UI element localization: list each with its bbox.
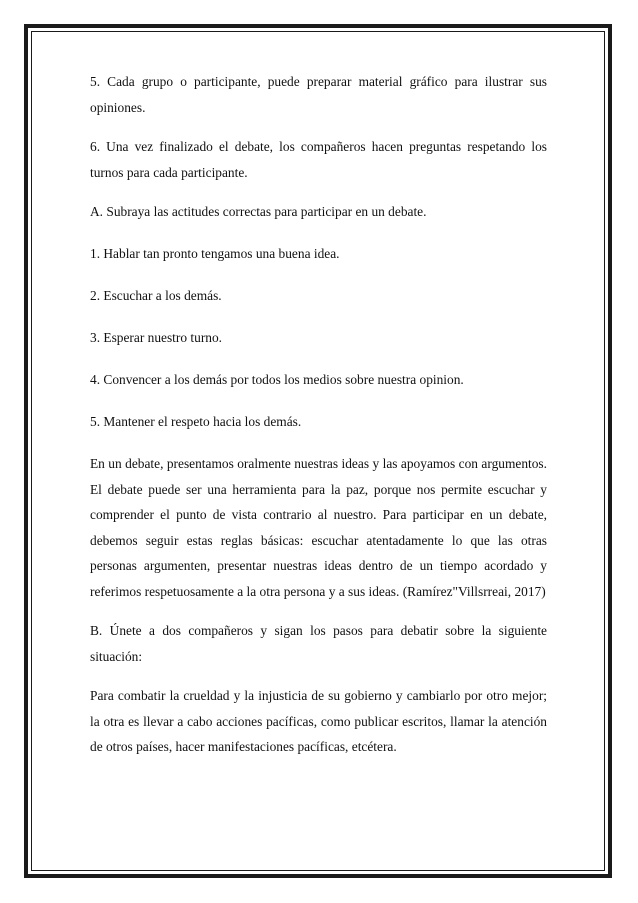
attitude-item-5: 5. Mantener el respeto hacia los demás. — [90, 414, 302, 429]
attitude-item-4: 4. Convencer a los demás por todos los medios sobre nuestra opinion. — [90, 372, 464, 387]
page-content — [90, 69, 547, 774]
activity-b-instruction: B. Únete a dos compañeros y sigan los pasos para debatir sobre la siguiente situación: — [90, 623, 547, 664]
step-5-paragraph: 5. Cada grupo o participante, puede preparar material gráfico para ilustrar sus opiniones. — [90, 74, 547, 115]
attitude-item-3: 3. Esperar nuestro turno. — [90, 330, 223, 345]
step-6-paragraph: 6. Una vez finalizado el debate, los compañeros hacen preguntas respetando los turnos para cada participante. — [90, 139, 547, 180]
debate-explanation-paragraph: En un debate, presentamos oralmente nuestras ideas y las apoyamos con argumentos. El debate puede ser una herramienta para la paz, porque nos permite escuchar y comprender el punto de vista contrario al nuestro. Para participar en un debate, debemos seguir estas reglas básicas: escuchar atentadamente lo que las otras personas argumenten, presentar nuestras ideas dentro de un tiempo acordado y referimos respetuosamente a la otra persona y a sus ideas. (Ramírez"Villsrreai, 2017) — [90, 456, 547, 599]
activity-a-instruction: A. Subraya las actitudes correctas para participar en un debate. — [90, 204, 427, 219]
situation-paragraph: Para combatir la crueldad y la injusticia de su gobierno y cambiarlo por otro mejor; la otra es llevar a cabo acciones pacíficas, como publicar escritos, llamar la atención de otros países, hacer manifestaciones pacíficas, etcétera. — [90, 688, 547, 754]
attitude-item-2: 2. Escuchar a los demás. — [90, 288, 222, 303]
attitude-item-1: 1. Hablar tan pronto tengamos una buena idea. — [90, 246, 340, 261]
